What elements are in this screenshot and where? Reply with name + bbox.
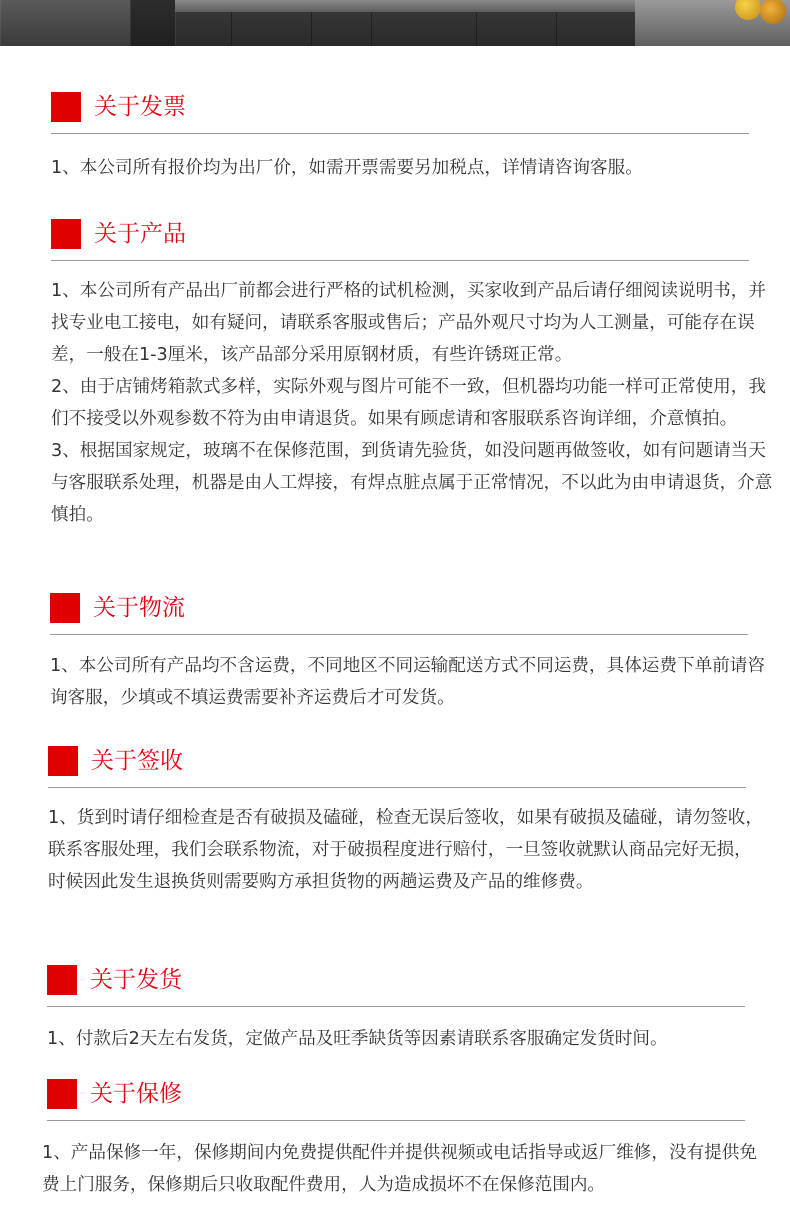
- section-title: 关于保修: [90, 1081, 182, 1107]
- kitchen-hero-image: [0, 0, 790, 46]
- section-paragraph: 2、由于店铺烤箱款式多样，实际外观与图片可能不一致，但机器均功能一样可正常使用，我们不接受以外观参数不符为由申请退货。如果有顾虑请和客服联系咨询详细，介意慎拍。: [51, 377, 766, 429]
- section-divider: [48, 787, 746, 788]
- red-square-marker: [51, 219, 81, 249]
- section-logistics: [50, 593, 775, 714]
- section-divider: [51, 260, 749, 261]
- section-divider: [50, 634, 748, 635]
- section-divider: [47, 1120, 745, 1121]
- section-body: [42, 1137, 762, 1201]
- cabinet-panel: [0, 0, 130, 46]
- section-body: [51, 152, 761, 184]
- cabinet-panel: [130, 0, 175, 46]
- section-paragraph: 1、付款后2天左右发货，定做产品及旺季缺货等因素请联系客服确定发货时间。: [47, 1029, 668, 1049]
- section-title: 关于签收: [91, 748, 183, 774]
- countertop: [175, 0, 635, 12]
- section-invoice: [51, 92, 761, 184]
- red-square-marker: [51, 92, 81, 122]
- section-header: [48, 746, 768, 790]
- section-header: [51, 219, 776, 263]
- section-body: [50, 650, 775, 714]
- section-shipping: [47, 965, 767, 1055]
- section-warranty: [42, 1079, 762, 1201]
- section-title: 关于发货: [90, 967, 182, 993]
- red-square-marker: [48, 746, 78, 776]
- section-header: [50, 593, 775, 637]
- section-paragraph: 1、本公司所有产品均不含运费，不同地区不同运输配送方式不同运费，具体运费下单前请咨询客服，少填或不填运费需要补齐运费后才可发货。: [50, 656, 765, 708]
- section-product: [51, 219, 776, 531]
- section-header: [47, 1079, 762, 1123]
- section-header: [47, 965, 767, 1009]
- section-header: [51, 92, 761, 136]
- section-body: [47, 1023, 767, 1055]
- section-paragraph: 1、本公司所有产品出厂前都会进行严格的试机检测，买家收到产品后请仔细阅读说明书，并找专业电工接电，如有疑问，请联系客服或售后；产品外观尺寸均为人工测量，可能存在误差，一般在1-3厘米，该产品部分采用原钢材质，有些许锈斑正常。: [51, 281, 766, 365]
- red-square-marker: [47, 1079, 77, 1109]
- red-square-marker: [47, 965, 77, 995]
- section-title: 关于物流: [93, 595, 185, 621]
- section-divider: [51, 133, 749, 134]
- section-title: 关于发票: [94, 94, 186, 120]
- section-receipt: [48, 746, 768, 898]
- section-paragraph: 1、产品保修一年，保修期间内免费提供配件并提供视频或电话指导或返厂维修，没有提供免费上门服务，保修期后只收取配件费用，人为造成损坏不在保修范围内。: [42, 1143, 757, 1195]
- section-body: [48, 802, 768, 898]
- section-paragraph: 1、本公司所有报价均为出厂价，如需开票需要另加税点，详情请咨询客服。: [51, 158, 643, 178]
- section-title: 关于产品: [94, 221, 186, 247]
- section-body: [51, 275, 776, 531]
- section-paragraph: 1、货到时请仔细检查是否有破损及磕碰，检查无误后签收，如果有破损及磕碰，请勿签收，联系客服处理，我们会联系物流，对于破损程度进行赔付，一旦签收就默认商品完好无损，时候因此发生退换货则需要购方承担货物的两趟运费及产品的维修费。: [48, 808, 763, 892]
- red-square-marker: [50, 593, 80, 623]
- section-paragraph: 3、根据国家规定，玻璃不在保修范围，到货请先验货，如没问题再做签收，如有问题请当天与客服联系处理，机器是由人工焊接，有焊点脏点属于正常情况，不以此为由申请退货，介意慎拍。: [51, 441, 773, 525]
- section-divider: [47, 1006, 745, 1007]
